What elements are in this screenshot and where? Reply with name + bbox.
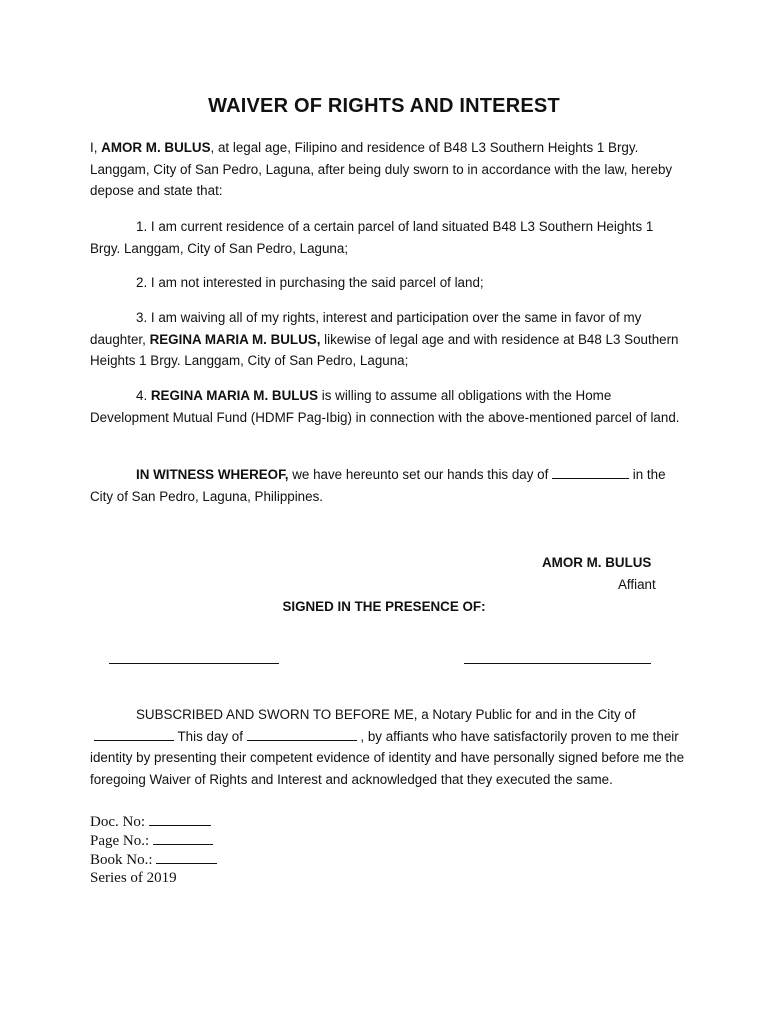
notary-city-blank[interactable] bbox=[94, 728, 174, 741]
affiant-signature-role: Affiant bbox=[618, 577, 656, 592]
book-no-blank[interactable] bbox=[156, 850, 217, 864]
page-no-label: Page No.: bbox=[90, 833, 153, 849]
daughter-name-item-4: REGINA MARIA M. BULUS bbox=[150, 388, 319, 403]
notary-paragraph bbox=[90, 704, 715, 790]
notarial-register-block bbox=[90, 812, 217, 887]
notary-part-2: This day of bbox=[174, 728, 247, 744]
daughter-name: REGINA MARIA M. BULUS, bbox=[149, 331, 321, 347]
item-4 bbox=[90, 385, 680, 428]
witness-lead: IN WITNESS WHEREOF, bbox=[136, 467, 289, 482]
page-no-blank[interactable] bbox=[153, 831, 213, 845]
book-no-row bbox=[90, 850, 217, 869]
presence-heading: SIGNED IN THE PRESENCE OF: bbox=[282, 599, 486, 614]
witness-paragraph bbox=[90, 464, 680, 507]
witness-text: we have hereunto set our hands this day of bbox=[288, 467, 553, 482]
witness-post: in the City of San Pedro, Laguna, Philippines. bbox=[90, 467, 666, 504]
affiant-name-intro: AMOR M. BULUS bbox=[101, 140, 211, 155]
doc-no-label: Doc. No: bbox=[90, 814, 149, 830]
witness-day-blank[interactable] bbox=[552, 466, 629, 479]
book-no-label: Book No.: bbox=[90, 852, 157, 868]
item-4-post: is willing to assume all obligations with the Home Development Mutual Fund (HDMF Pag-Ibig) in connection with the above-mentioned parcel of land. bbox=[90, 388, 680, 425]
witness-signature-line-right[interactable] bbox=[464, 663, 651, 664]
item-3-pre: 3. I am waiving all of my rights, interest and participation over the same in favor of my daughter, bbox=[90, 310, 642, 347]
series-row: Series of 2019 bbox=[90, 870, 177, 886]
doc-no-row bbox=[90, 812, 217, 831]
item-2: 2. I am not interested in purchasing the said parcel of land; bbox=[136, 275, 484, 290]
notary-part-1: SUBSCRIBED AND SWORN TO BEFORE ME, a Notary Public for and in the City of bbox=[136, 707, 636, 722]
notary-part-3: , by affiants who have satisfactorily proven to me their identity by presenting their competent evidence of identity and have personally signed before me the foregoing Waiver of Rights and Interest and acknowledged that they executed the same. bbox=[90, 728, 685, 787]
item-3-post: likewise of legal age and with residence at B48 L3 Southern Heights 1 Brgy. Langgam, City of San Pedro, Laguna; bbox=[90, 331, 679, 369]
item-1: 1. I am current residence of a certain parcel of land situated B48 L3 Southern Heights 1 Brgy. Langgam, City of San Pedro, Laguna; bbox=[90, 219, 654, 256]
affiant-signature-name: AMOR M. BULUS bbox=[542, 555, 652, 570]
intro-post: , at legal age, Filipino and residence of B48 L3 Southern Heights 1 Brgy. Langgam, City of San Pedro, Laguna, after being duly sworn to in accordance with the law, hereby depose and state that: bbox=[90, 140, 673, 199]
intro-pre: I, bbox=[90, 140, 102, 155]
notary-day-blank[interactable] bbox=[247, 728, 357, 741]
document-title: WAIVER OF RIGHTS AND INTEREST bbox=[208, 95, 560, 117]
item-3 bbox=[90, 307, 680, 372]
page-no-row bbox=[90, 831, 217, 850]
intro-paragraph bbox=[90, 137, 680, 202]
item-4-pre: 4. bbox=[136, 388, 151, 403]
witness-signature-line-left[interactable] bbox=[109, 663, 279, 664]
doc-no-blank[interactable] bbox=[149, 812, 211, 826]
